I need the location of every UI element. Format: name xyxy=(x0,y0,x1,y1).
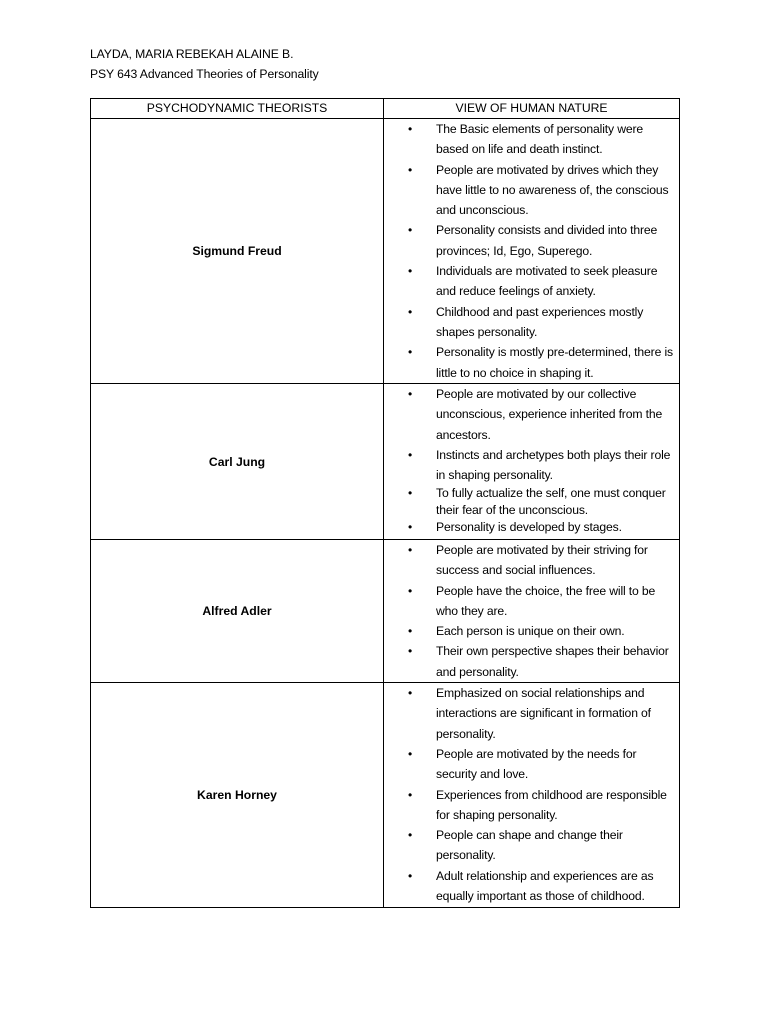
list-item: • Experiences from childhood are responsible for shaping personality. xyxy=(436,785,673,826)
list-item: • People can shape and change their personality. xyxy=(436,825,673,866)
list-item: • Emphasized on social relationships and interactions are significant in formation of personality. xyxy=(436,683,673,744)
list-item: • People have the choice, the free will to be who they are. xyxy=(436,581,673,622)
list-item: • Personality is mostly pre-determined, there is little to no choice in shaping it. xyxy=(436,342,673,383)
column-header-theorists: PSYCHODYNAMIC THEORISTS xyxy=(91,99,384,119)
view-bullet-list xyxy=(384,540,679,682)
list-item: • Their own perspective shapes their behavior and personality. xyxy=(436,641,673,682)
author-name: LAYDA, MARIA REBEKAH ALAINE B. xyxy=(90,47,294,61)
theorist-name: Carl Jung xyxy=(91,384,384,540)
list-item: • Individuals are motivated to seek pleasure and reduce feelings of anxiety. xyxy=(436,261,673,302)
course-title: PSY 643 Advanced Theories of Personality xyxy=(90,67,319,81)
list-item: • The Basic elements of personality were based on life and death instinct. xyxy=(436,119,673,160)
theorist-name: Alfred Adler xyxy=(91,540,384,683)
view-bullet-list xyxy=(384,384,679,536)
list-item: • Instincts and archetypes both plays their role in shaping personality. xyxy=(436,445,673,486)
document-header xyxy=(90,44,319,84)
list-item: • Personality consists and divided into three provinces; Id, Ego, Superego. xyxy=(436,220,673,261)
table-row-adler xyxy=(91,540,680,683)
view-list-cell xyxy=(384,384,680,540)
list-item: • People are motivated by their striving for success and social influences. xyxy=(436,540,673,581)
view-list-cell xyxy=(384,119,680,384)
list-item: • Adult relationship and experiences are as equally important as those of childhood. xyxy=(436,866,673,907)
list-item: • Personality is developed by stages. xyxy=(436,519,673,536)
view-bullet-list xyxy=(384,119,679,383)
table-row-jung xyxy=(91,384,680,540)
theorists-table xyxy=(90,98,680,908)
view-list-cell xyxy=(384,683,680,908)
table-header-row xyxy=(91,99,680,119)
list-item: • To fully actualize the self, one must conquer their fear of the unconscious. xyxy=(436,485,673,519)
list-item: • Childhood and past experiences mostly shapes personality. xyxy=(436,302,673,343)
list-item: • People are motivated by our collective unconscious, experience inherited from the ancestors. xyxy=(436,384,673,445)
theorist-name: Sigmund Freud xyxy=(91,119,384,384)
view-list-cell xyxy=(384,540,680,683)
list-item: • Each person is unique on their own. xyxy=(436,621,673,641)
column-header-view: VIEW OF HUMAN NATURE xyxy=(384,99,680,119)
list-item: • People are motivated by the needs for security and love. xyxy=(436,744,673,785)
table-row-horney xyxy=(91,683,680,908)
theorist-name: Karen Horney xyxy=(91,683,384,908)
table-row-freud xyxy=(91,119,680,384)
list-item: • People are motivated by drives which they have little to no awareness of, the conscious and unconscious. xyxy=(436,160,673,221)
view-bullet-list xyxy=(384,683,679,906)
